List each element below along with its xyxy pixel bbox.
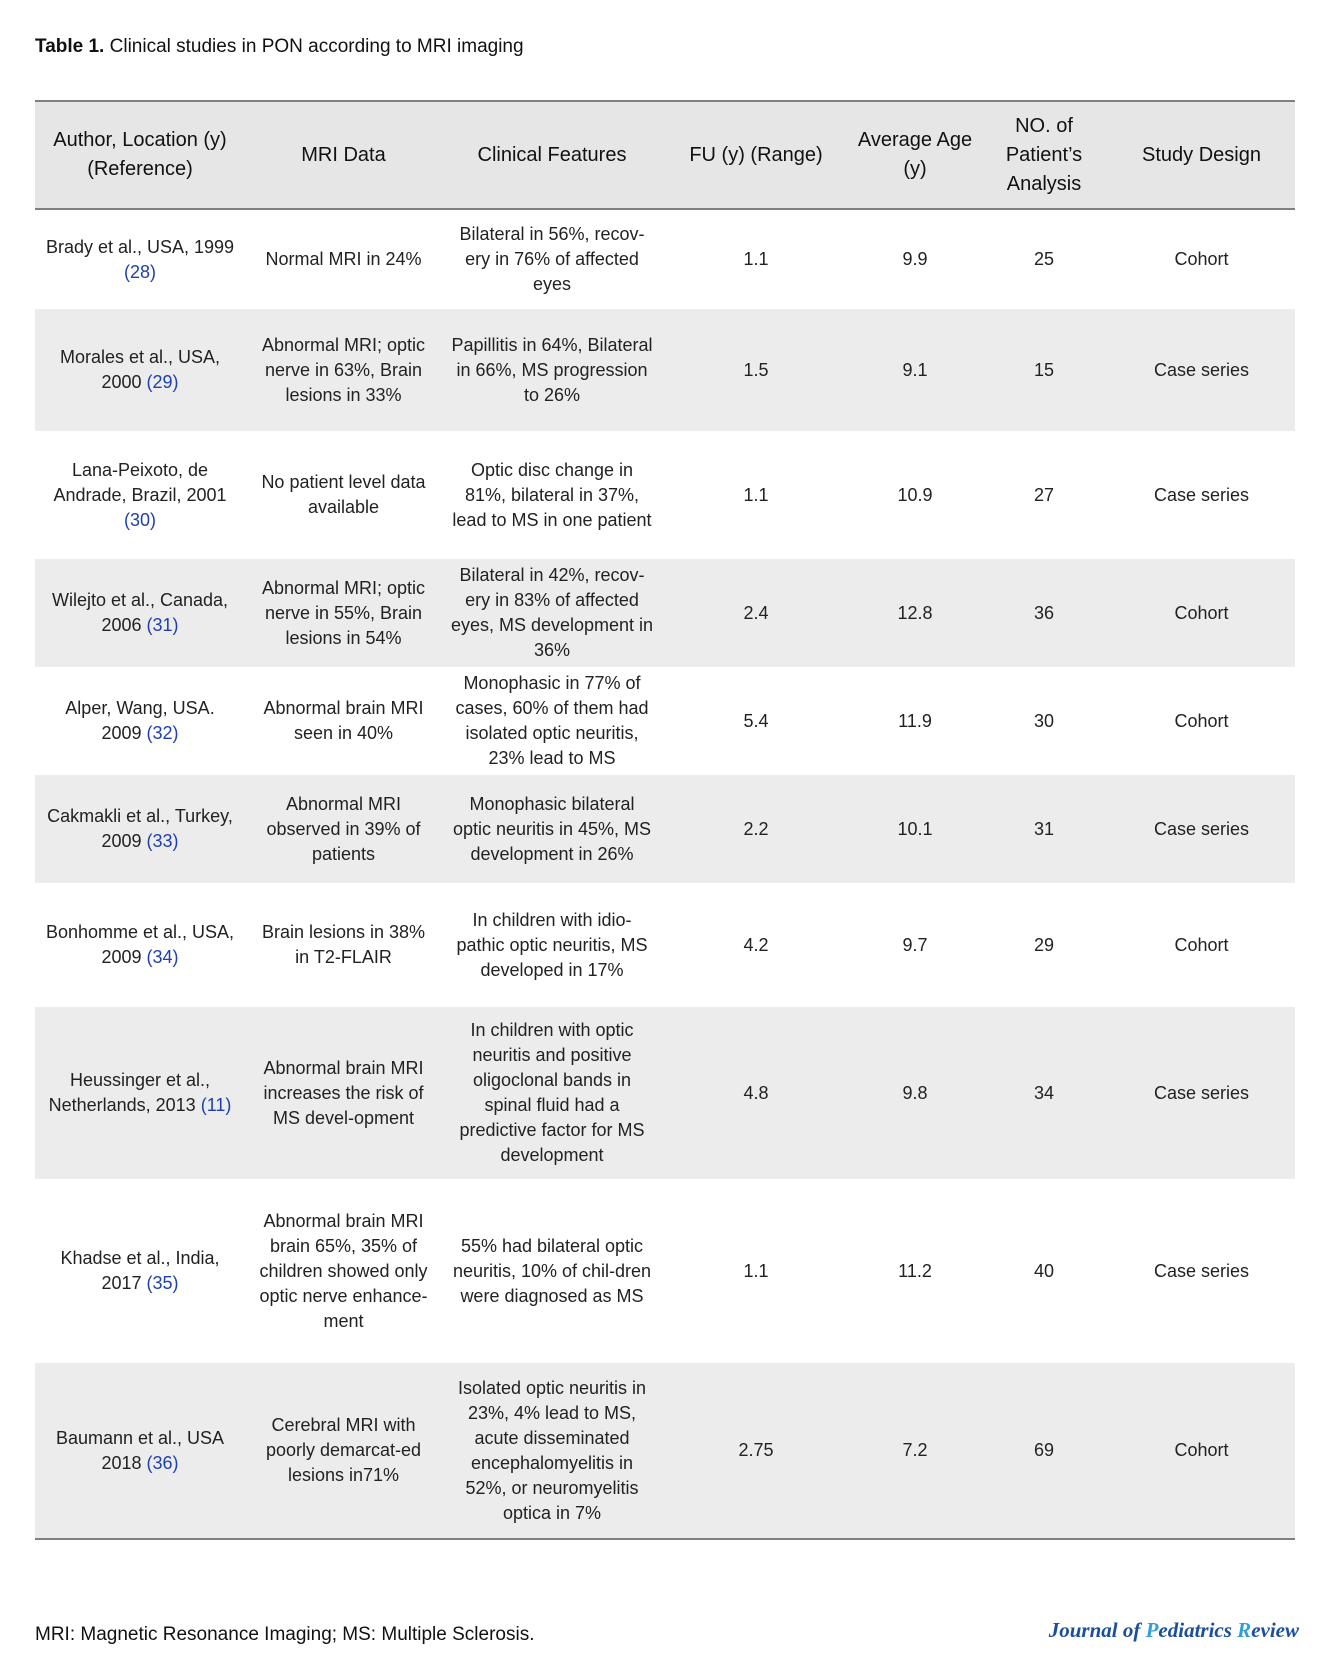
cell-mri-data: Abnormal MRI; optic nerve in 63%, Brain lesions in 33% — [245, 309, 442, 431]
journal-logo: Journal of Pediatrics Review — [1048, 1618, 1299, 1642]
cell-clinical-features: Isolated optic neuritis in 23%, 4% lead to MS, acute disseminated encephalomyelitis in 52%, or neuromyelitis optica in 7% — [442, 1363, 662, 1539]
cell-clinical-features: Monophasic in 77% of cases, 60% of them had isolated optic neuritis, 23% lead to MS — [455, 673, 649, 768]
cell-patient-count: 69 — [980, 1363, 1108, 1539]
table-row — [35, 1007, 1295, 1179]
header-mri-data: MRI Data — [245, 101, 442, 209]
author-text: Baumann et al., USA 2018 — [55, 1427, 225, 1473]
cell-follow-up: 2.2 — [662, 775, 850, 883]
table-footnote: MRI: Magnetic Resonance Imaging; MS: Multiple Sclerosis. — [35, 1624, 535, 1645]
cell-study-design: Cohort — [1174, 249, 1229, 269]
reference-link[interactable]: (11) — [200, 1095, 232, 1115]
table-caption-label: Table 1. — [35, 36, 105, 57]
cell-patient-count: 15 — [980, 309, 1108, 431]
cell-study-design: Case series — [1108, 775, 1295, 883]
author-text: Cakmakli et al., Turkey, 2009 — [47, 806, 233, 851]
cell-patient-count: 34 — [980, 1007, 1108, 1179]
cell-average-age: 11.9 — [898, 710, 932, 731]
reference-link[interactable]: (30) — [123, 509, 156, 530]
reference-link[interactable]: (32) — [146, 723, 179, 743]
cell-author — [35, 1179, 245, 1363]
cell-average-age: 10.1 — [850, 775, 980, 883]
cell-study-design: Cohort — [1174, 934, 1229, 955]
cell-author — [35, 209, 245, 309]
author-text: Brady et al., USA, 1999 — [45, 236, 235, 257]
cell-study-design: Case series — [1108, 309, 1295, 431]
cell-author — [35, 1007, 245, 1179]
cell-patient-count: 27 — [1033, 484, 1055, 505]
cell-average-age: 10.9 — [897, 484, 933, 505]
cell-patient-count: 30 — [1033, 710, 1055, 731]
cell-follow-up: 1.1 — [743, 1260, 769, 1281]
cell-clinical-features: Optic disc change in 81%, bilateral in 37%, lead to MS in one patient — [452, 459, 652, 530]
cell-patient-count: 36 — [980, 559, 1108, 667]
cell-mri-data: No patient level data available — [261, 472, 426, 517]
table-row — [35, 309, 1295, 431]
table-row — [35, 775, 1295, 883]
header-author: Author, Location (y) (Reference) — [35, 101, 245, 209]
header-average-age: Average Age (y) — [850, 101, 980, 209]
cell-follow-up: 2.4 — [662, 559, 850, 667]
cell-mri-data: Abnormal brain MRI brain 65%, 35% of children showed only optic nerve enhance-ment — [259, 1210, 428, 1331]
author-text: Bonhomme et al., USA, 2009 — [45, 922, 235, 967]
table-header-row — [35, 101, 1295, 209]
cell-average-age: 9.8 — [850, 1007, 980, 1179]
cell-clinical-features: Papillitis in 64%, Bilateral in 66%, MS progression to 26% — [442, 309, 662, 431]
cell-patient-count: 31 — [980, 775, 1108, 883]
table-row — [35, 559, 1295, 667]
cell-mri-data: Normal MRI in 24% — [265, 249, 422, 269]
cell-patient-count: 25 — [1033, 249, 1055, 269]
cell-study-design: Cohort — [1108, 1363, 1295, 1539]
author-text: Alper, Wang, USA. 2009 — [65, 698, 215, 743]
table-row — [35, 667, 1295, 775]
cell-average-age: 7.2 — [850, 1363, 980, 1539]
reference-link[interactable]: (28) — [123, 261, 156, 282]
cell-author — [35, 667, 245, 775]
cell-follow-up: 1.1 — [743, 484, 769, 505]
cell-clinical-features: In children with optic neuritis and positive oligoclonal bands in spinal fluid had a predictive factor for MS development — [442, 1007, 662, 1179]
cell-clinical-features: Bilateral in 42%, recov-ery in 83% of affected eyes, MS development in 36% — [442, 559, 662, 667]
cell-follow-up: 4.2 — [743, 934, 769, 955]
cell-average-age: 9.1 — [850, 309, 980, 431]
reference-link[interactable]: (34) — [146, 947, 179, 967]
cell-study-design: Case series — [1108, 1007, 1295, 1179]
cell-follow-up: 1.5 — [662, 309, 850, 431]
author-text: Lana-Peixoto, de Andrade, Brazil, 2001 — [53, 459, 227, 505]
table-row — [35, 1179, 1295, 1363]
cell-study-design: Case series — [1153, 1260, 1250, 1281]
cell-follow-up: 5.4 — [743, 710, 769, 731]
cell-mri-data: Brain lesions in 38% in T2-FLAIR — [261, 922, 426, 967]
cell-average-age: 12.8 — [850, 559, 980, 667]
cell-author — [35, 309, 245, 431]
cell-patient-count: 40 — [1033, 1260, 1055, 1281]
table-caption — [35, 36, 524, 58]
reference-link[interactable]: (36) — [146, 1452, 179, 1473]
cell-average-age: 9.7 — [902, 934, 928, 955]
cell-mri-data: Abnormal MRI; optic nerve in 55%, Brain lesions in 54% — [245, 559, 442, 667]
cell-average-age: 9.9 — [902, 249, 928, 269]
table-row — [35, 883, 1295, 1007]
author-text: Morales et al., USA, 2000 — [59, 347, 221, 392]
author-text: Heussinger et al., Netherlands, 2013 — [48, 1070, 211, 1115]
header-follow-up: FU (y) (Range) — [662, 101, 850, 209]
header-patient-count: NO. of Patient’s Analysis — [980, 101, 1108, 209]
cell-clinical-features: Monophasic bilateral optic neuritis in 45%, MS development in 26% — [442, 775, 662, 883]
table-row — [35, 431, 1295, 559]
reference-link[interactable]: (35) — [146, 1273, 179, 1293]
cell-patient-count: 29 — [1033, 934, 1055, 955]
cell-mri-data: Abnormal brain MRI seen in 40% — [263, 698, 424, 743]
cell-follow-up: 4.8 — [662, 1007, 850, 1179]
cell-clinical-features: Bilateral in 56%, recov-ery in 76% of affected eyes — [459, 224, 645, 294]
cell-author — [35, 559, 245, 667]
cell-author — [35, 775, 245, 883]
header-study-design: Study Design — [1108, 101, 1295, 209]
cell-average-age: 11.2 — [898, 1260, 932, 1281]
reference-link[interactable]: (33) — [146, 831, 179, 851]
table-row — [35, 209, 1295, 309]
cell-mri-data: Abnormal brain MRI increases the risk of MS devel-opment — [245, 1007, 442, 1179]
cell-clinical-features: In children with idio-pathic optic neuritis, MS developed in 17% — [456, 909, 648, 980]
cell-author — [35, 1363, 245, 1539]
header-clinical-features: Clinical Features — [442, 101, 662, 209]
author-text: Wilejto et al., Canada, 2006 — [51, 590, 229, 635]
cell-study-design: Case series — [1153, 484, 1250, 505]
cell-clinical-features: 55% had bilateral optic neuritis, 10% of chil-dren were diagnosed as MS — [452, 1235, 652, 1306]
clinical-studies-table — [35, 100, 1295, 1540]
cell-study-design: Cohort — [1108, 559, 1295, 667]
reference-link[interactable]: (31) — [146, 615, 179, 635]
cell-follow-up: 1.1 — [743, 249, 769, 269]
reference-link[interactable]: (29) — [146, 372, 179, 392]
cell-author — [35, 883, 245, 1007]
table-caption-text: Clinical studies in PON according to MRI imaging — [109, 36, 524, 57]
cell-follow-up: 2.75 — [662, 1363, 850, 1539]
cell-mri-data: Abnormal MRI observed in 39% of patients — [245, 775, 442, 883]
author-text: Khadse et al., India, 2017 — [60, 1248, 220, 1293]
cell-study-design: Cohort — [1174, 710, 1229, 731]
cell-mri-data: Cerebral MRI with poorly demarcat-ed lesions in71% — [245, 1363, 442, 1539]
cell-author — [35, 431, 245, 559]
table-row — [35, 1363, 1295, 1539]
